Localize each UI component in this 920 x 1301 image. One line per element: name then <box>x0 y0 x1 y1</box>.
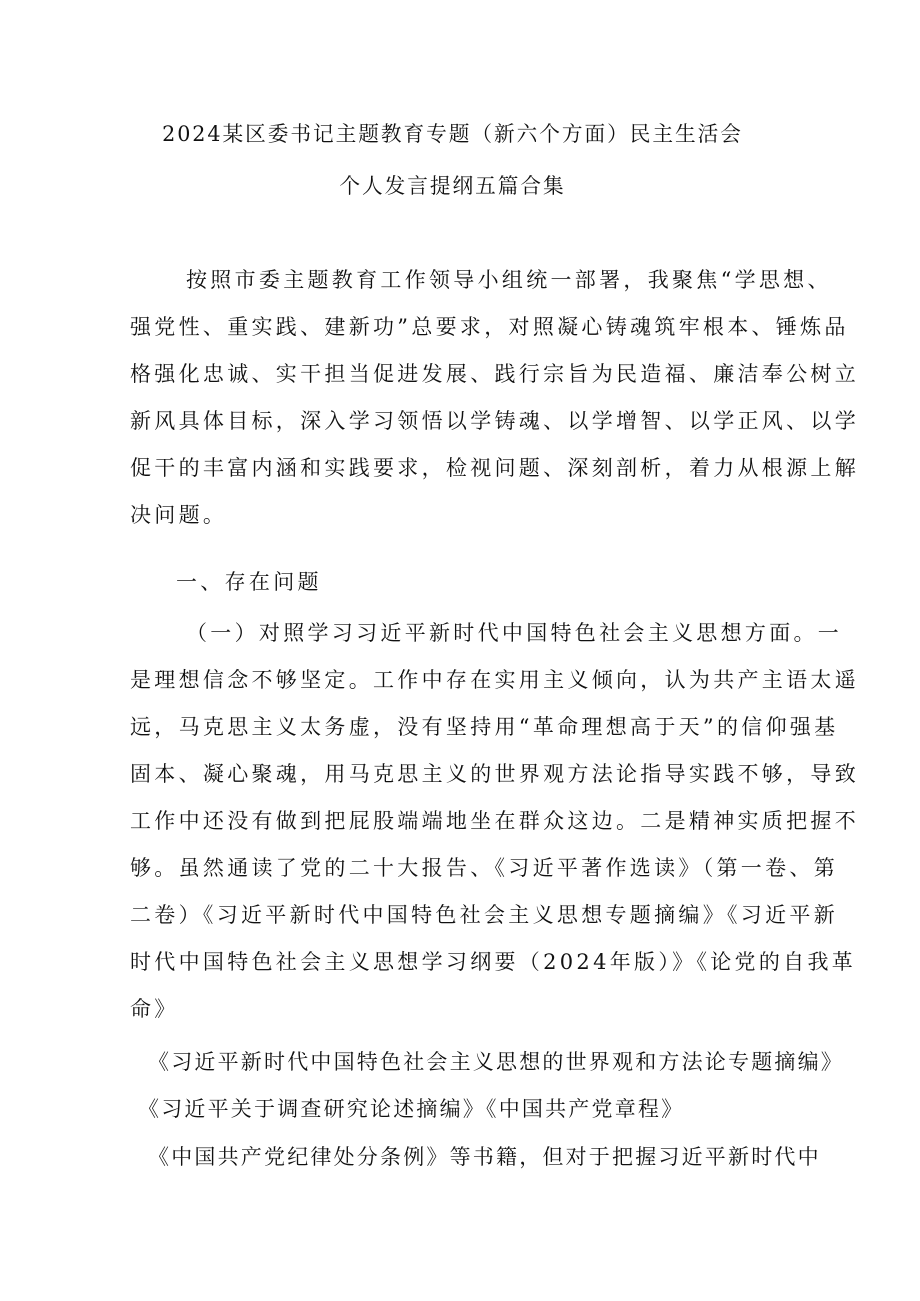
section-heading: 一、存在问题 <box>176 570 322 594</box>
intro-line: 强党性、重实践、建新功”总要求，对照凝心铸魂筑牢根本、锤炼品 <box>130 315 849 339</box>
body-line: 远，马克思主义太务虚，没有坚持用“革命理想高于天”的信仰强基 <box>130 715 839 739</box>
document-title-line1: 2024某区委书记主题教育专题（新六个方面）民主生活会 <box>162 122 743 146</box>
intro-line: 促干的丰富内涵和实践要求，检视问题、深刻剖析，着力从根源上解 <box>130 456 859 480</box>
body-line: 二卷）《习近平新时代中国特色社会主义思想专题摘编》《习近平新 <box>130 903 838 927</box>
body-line: （一）对照学习习近平新时代中国特色社会主义思想方面。一 <box>186 621 843 645</box>
intro-line: 决问题。 <box>130 503 228 527</box>
book-line: 《习近平关于调查研究论述摘编》《中国共产党章程》 <box>138 1097 685 1121</box>
body-line: 命》 <box>130 997 179 1021</box>
intro-line: 新风具体目标，深入学习领悟以学铸魂、以学增智、以学正风、以学 <box>130 409 859 433</box>
body-line: 是理想信念不够坚定。工作中存在实用主义倾向，认为共产主语太遥 <box>130 668 859 692</box>
book-line: 《习近平新时代中国特色社会主义思想的世界观和方法论专题摘编》 <box>148 1050 844 1074</box>
document-title-line2: 个人发言提纲五篇合集 <box>339 174 566 198</box>
body-line: 时代中国特色社会主义思想学习纲要（2024年版）》《论党的自我革 <box>130 950 857 974</box>
intro-line: 格强化忠诚、实干担当促进发展、践行宗旨为民造福、廉洁奉公树立 <box>130 362 859 386</box>
book-line: 《中国共产党纪律处分条例》等书籍，但对于把握习近平新时代中 <box>148 1145 821 1169</box>
body-line: 固本、凝心聚魂，用马克思主义的世界观方法论指导实践不够，导致 <box>130 762 859 786</box>
body-line: 够。虽然通读了党的二十大报告、《习近平著作选读》（第一卷、第 <box>130 856 838 880</box>
body-line: 工作中还没有做到把屁股端端地坐在群众这边。二是精神实质把握不 <box>130 809 859 833</box>
intro-line: 按照市委主题教育工作领导小组统一部署，我聚焦“学思想、 <box>186 268 832 292</box>
